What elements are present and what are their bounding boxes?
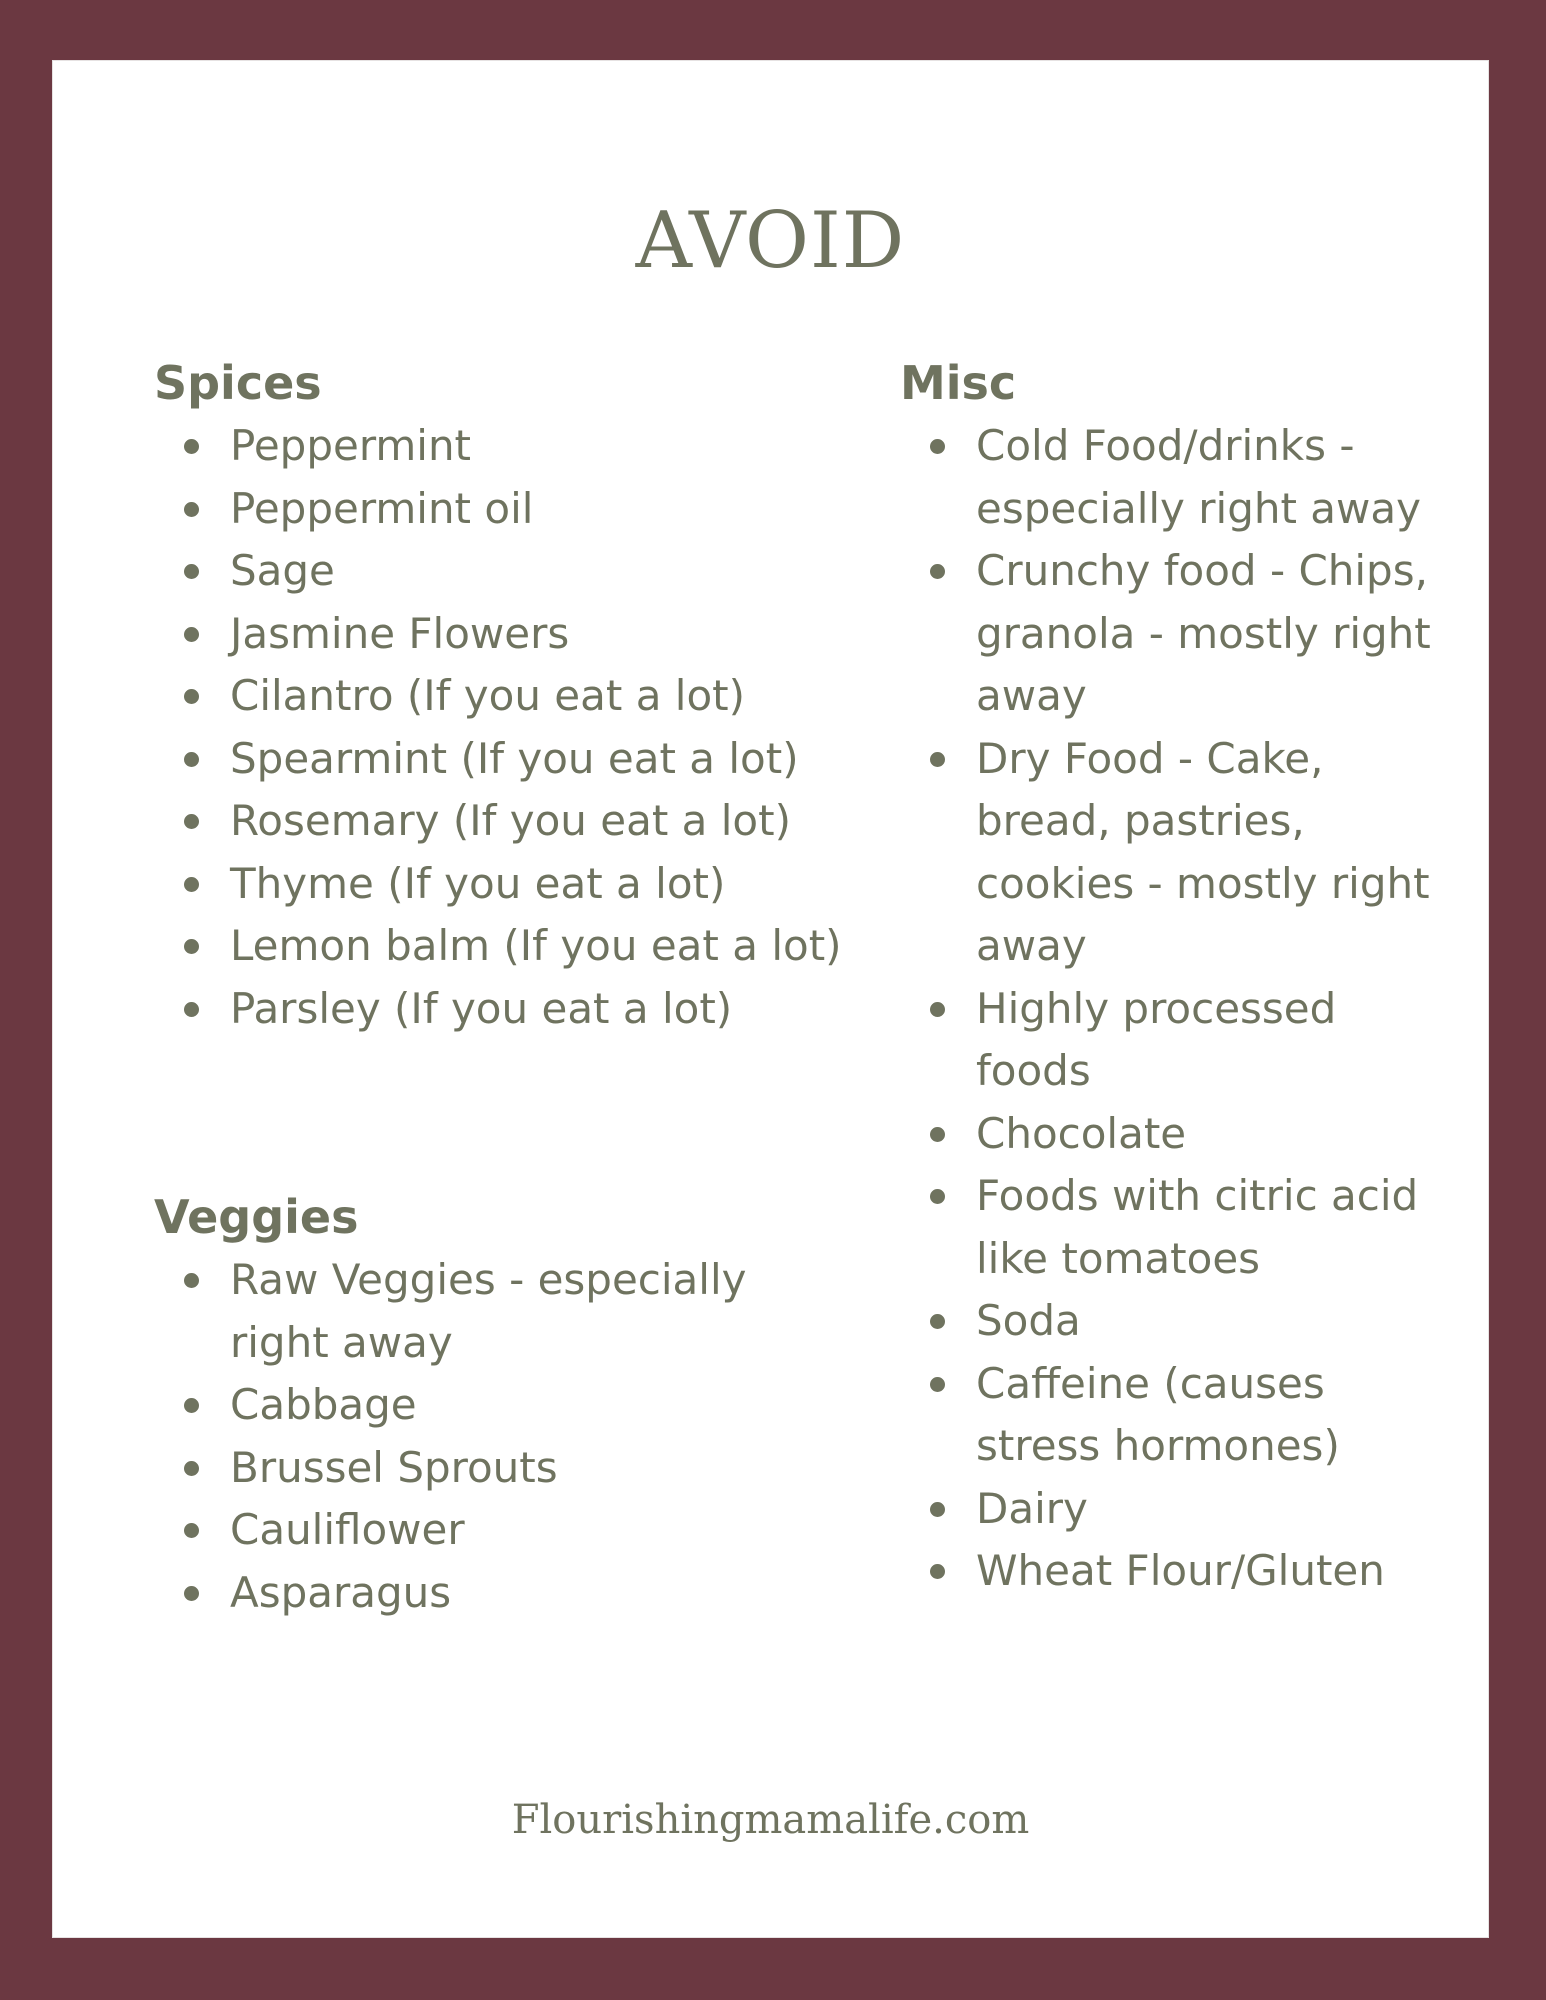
list-item: Spearmint (If you eat a lot) xyxy=(230,728,854,791)
list-item: Cilantro (If you eat a lot) xyxy=(230,665,854,728)
list-item: Dry Food - Cake, bread, pastries, cookies - mostly right away xyxy=(976,728,1460,978)
list-item: Caffeine (causes stress hormones) xyxy=(976,1353,1460,1478)
list-item: Thyme (If you eat a lot) xyxy=(230,853,854,916)
list-item: Rosemary (If you eat a lot) xyxy=(230,790,854,853)
spices-list xyxy=(154,415,854,1040)
document-page xyxy=(52,60,1489,1938)
veggies-section xyxy=(154,1190,854,1624)
list-item: Highly processed foods xyxy=(976,978,1460,1103)
misc-section xyxy=(900,356,1460,1603)
section-heading-misc: Misc xyxy=(900,356,1017,410)
list-item: Foods with citric acid like tomatoes xyxy=(976,1165,1460,1290)
list-item: Cold Food/drinks - especially right away xyxy=(976,415,1460,540)
list-item: Cauliflower xyxy=(230,1499,750,1562)
veggies-list xyxy=(154,1249,750,1624)
list-item: Cabbage xyxy=(230,1374,750,1437)
list-item: Crunchy food - Chips, granola - mostly right away xyxy=(976,540,1460,728)
footer-website: Flourishingmamalife.com xyxy=(511,1797,1030,1843)
list-item: Jasmine Flowers xyxy=(230,603,854,666)
list-item: Soda xyxy=(976,1290,1460,1353)
page-title: AVOID xyxy=(635,196,906,286)
list-item: Lemon balm (If you eat a lot) xyxy=(230,915,854,978)
list-item: Brussel Sprouts xyxy=(230,1437,750,1500)
section-heading-veggies: Veggies xyxy=(154,1190,359,1244)
section-heading-spices: Spices xyxy=(154,356,322,410)
spices-section xyxy=(154,356,854,1040)
misc-list xyxy=(900,415,1460,1603)
list-item: Peppermint xyxy=(230,415,854,478)
list-item: Parsley (If you eat a lot) xyxy=(230,978,854,1041)
list-item: Chocolate xyxy=(976,1103,1460,1166)
list-item: Dairy xyxy=(976,1478,1460,1541)
list-item: Peppermint oil xyxy=(230,478,854,541)
list-item: Asparagus xyxy=(230,1562,750,1625)
list-item: Wheat Flour/Gluten xyxy=(976,1540,1460,1603)
list-item: Raw Veggies - especially right away xyxy=(230,1249,750,1374)
list-item: Sage xyxy=(230,540,854,603)
